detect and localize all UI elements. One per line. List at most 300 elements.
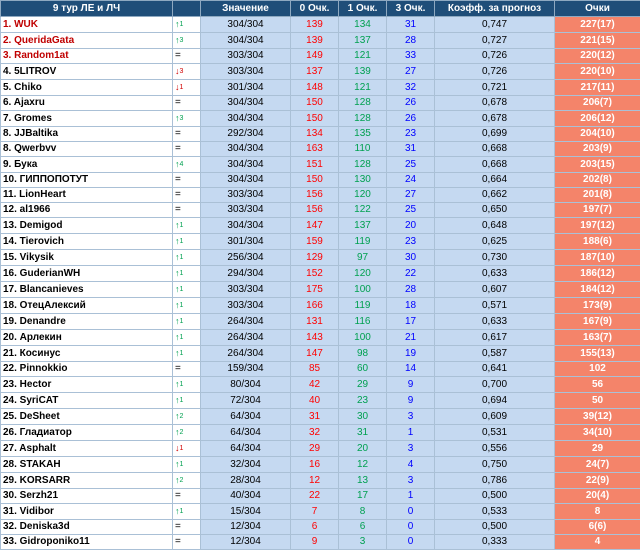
rank-change — [173, 489, 201, 504]
arrow-up-icon: ↑ — [175, 113, 180, 123]
total-points: 203(9) — [555, 142, 640, 157]
zero-points-count: 175 — [291, 282, 339, 298]
prediction-coefficient: 0,617 — [435, 330, 555, 346]
three-points-count: 19 — [387, 346, 435, 362]
total-points: 204(10) — [555, 127, 640, 142]
player-name: 28. STAKAH — [1, 457, 173, 473]
header-coefficient: Коэфф. за прогноз — [435, 1, 555, 17]
prediction-coefficient: 0,650 — [435, 203, 555, 218]
zero-points-count: 150 — [291, 96, 339, 111]
one-point-count: 6 — [339, 520, 387, 535]
rank-change — [173, 473, 201, 489]
zero-points-count: 42 — [291, 377, 339, 393]
prediction-value: 304/304 — [201, 173, 291, 188]
prediction-value: 303/304 — [201, 49, 291, 64]
arrow-up-icon: ↑ — [175, 220, 180, 230]
equals-icon: = — [175, 490, 181, 501]
prediction-value: 304/304 — [201, 111, 291, 127]
player-name: 24. SyriCAT — [1, 393, 173, 409]
prediction-coefficient: 0,571 — [435, 298, 555, 314]
one-point-count: 120 — [339, 188, 387, 203]
zero-points-count: 148 — [291, 80, 339, 96]
total-points: 203(15) — [555, 157, 640, 173]
header-points: Очки — [555, 1, 640, 17]
prediction-value: 301/304 — [201, 234, 291, 250]
prediction-value: 292/304 — [201, 127, 291, 142]
rank-change — [173, 250, 201, 266]
total-points: 155(13) — [555, 346, 640, 362]
rank-change — [173, 298, 201, 314]
three-points-count: 26 — [387, 96, 435, 111]
zero-points-count: 156 — [291, 203, 339, 218]
three-points-count: 3 — [387, 441, 435, 457]
zero-points-count: 149 — [291, 49, 339, 64]
header-one-point: 1 Очк. — [339, 1, 387, 17]
player-name: 6. Ajaxru — [1, 96, 173, 111]
three-points-count: 24 — [387, 173, 435, 188]
rank-change — [173, 346, 201, 362]
three-points-count: 27 — [387, 64, 435, 80]
prediction-coefficient: 0,500 — [435, 489, 555, 504]
rank-change-value: 1 — [180, 238, 184, 245]
total-points: 22(9) — [555, 473, 640, 489]
one-point-count: 134 — [339, 17, 387, 33]
one-point-count: 128 — [339, 157, 387, 173]
arrow-up-icon: ↑ — [175, 19, 180, 29]
rank-change — [173, 377, 201, 393]
arrow-up-icon: ↑ — [175, 475, 180, 485]
player-name: 4. 5LITROV — [1, 64, 173, 80]
prediction-coefficient: 0,726 — [435, 64, 555, 80]
one-point-count: 135 — [339, 127, 387, 142]
rank-change-value: 1 — [180, 270, 184, 277]
zero-points-count: 31 — [291, 409, 339, 425]
arrow-up-icon: ↑ — [175, 316, 180, 326]
rank-change — [173, 111, 201, 127]
zero-points-count: 151 — [291, 157, 339, 173]
header-value: Значение — [201, 1, 291, 17]
table-row — [1, 377, 640, 393]
equals-icon: = — [175, 204, 181, 215]
prediction-value: 264/304 — [201, 330, 291, 346]
prediction-value: 304/304 — [201, 33, 291, 49]
table-row — [1, 346, 640, 362]
three-points-count: 9 — [387, 377, 435, 393]
player-name: 33. Gidroponiko11 — [1, 535, 173, 550]
prediction-coefficient: 0,668 — [435, 142, 555, 157]
prediction-coefficient: 0,556 — [435, 441, 555, 457]
prediction-coefficient: 0,747 — [435, 17, 555, 33]
player-name: 12. al1966 — [1, 203, 173, 218]
prediction-value: 294/304 — [201, 266, 291, 282]
player-name: 7. Gromes — [1, 111, 173, 127]
total-points: 4 — [555, 535, 640, 550]
zero-points-count: 143 — [291, 330, 339, 346]
total-points: 24(7) — [555, 457, 640, 473]
zero-points-count: 22 — [291, 489, 339, 504]
three-points-count: 25 — [387, 203, 435, 218]
total-points: 206(7) — [555, 96, 640, 111]
zero-points-count: 152 — [291, 266, 339, 282]
table-row — [1, 188, 640, 203]
player-name: 11. LionHeart — [1, 188, 173, 203]
prediction-coefficient: 0,721 — [435, 80, 555, 96]
table-row — [1, 33, 640, 49]
prediction-coefficient: 0,694 — [435, 393, 555, 409]
zero-points-count: 134 — [291, 127, 339, 142]
zero-points-count: 159 — [291, 234, 339, 250]
rank-change — [173, 266, 201, 282]
total-points: 206(12) — [555, 111, 640, 127]
table-row — [1, 489, 640, 504]
player-name: 30. Serzh21 — [1, 489, 173, 504]
rank-change — [173, 157, 201, 173]
prediction-value: 64/304 — [201, 425, 291, 441]
rank-change — [173, 330, 201, 346]
total-points: 220(12) — [555, 49, 640, 64]
prediction-coefficient: 0,699 — [435, 127, 555, 142]
zero-points-count: 9 — [291, 535, 339, 550]
three-points-count: 3 — [387, 473, 435, 489]
one-point-count: 23 — [339, 393, 387, 409]
one-point-count: 17 — [339, 489, 387, 504]
total-points: 220(10) — [555, 64, 640, 80]
arrow-up-icon: ↑ — [175, 411, 180, 421]
rank-change-value: 1 — [180, 397, 184, 404]
arrow-up-icon: ↑ — [175, 35, 180, 45]
zero-points-count: 150 — [291, 111, 339, 127]
three-points-count: 25 — [387, 157, 435, 173]
total-points: 20(4) — [555, 489, 640, 504]
prediction-value: 159/304 — [201, 362, 291, 377]
player-name: 27. Asphalt — [1, 441, 173, 457]
rank-change — [173, 393, 201, 409]
one-point-count: 20 — [339, 441, 387, 457]
prediction-value: 12/304 — [201, 520, 291, 535]
player-name: 26. Гладиатор — [1, 425, 173, 441]
prediction-value: 304/304 — [201, 17, 291, 33]
prediction-value: 303/304 — [201, 203, 291, 218]
prediction-value: 256/304 — [201, 250, 291, 266]
table-row — [1, 362, 640, 377]
rank-change — [173, 282, 201, 298]
one-point-count: 119 — [339, 298, 387, 314]
three-points-count: 31 — [387, 142, 435, 157]
rank-change — [173, 362, 201, 377]
prediction-value: 72/304 — [201, 393, 291, 409]
prediction-value: 304/304 — [201, 142, 291, 157]
prediction-coefficient: 0,500 — [435, 520, 555, 535]
prediction-coefficient: 0,786 — [435, 473, 555, 489]
rank-change — [173, 188, 201, 203]
equals-icon: = — [175, 536, 181, 547]
rank-change — [173, 142, 201, 157]
three-points-count: 18 — [387, 298, 435, 314]
equals-icon: = — [175, 521, 181, 532]
prediction-value: 64/304 — [201, 409, 291, 425]
rank-change — [173, 535, 201, 550]
player-name: 16. GuderianWH — [1, 266, 173, 282]
table-row — [1, 64, 640, 80]
rank-change-value: 1 — [180, 350, 184, 357]
total-points: 102 — [555, 362, 640, 377]
total-points: 227(17) — [555, 17, 640, 33]
zero-points-count: 147 — [291, 218, 339, 234]
total-points: 167(9) — [555, 314, 640, 330]
zero-points-count: 150 — [291, 173, 339, 188]
total-points: 187(10) — [555, 250, 640, 266]
one-point-count: 29 — [339, 377, 387, 393]
prediction-coefficient: 0,750 — [435, 457, 555, 473]
player-name: 19. Denandre — [1, 314, 173, 330]
total-points: 39(12) — [555, 409, 640, 425]
player-name: 23. Hector — [1, 377, 173, 393]
player-name: 32. Deniska3d — [1, 520, 173, 535]
arrow-up-icon: ↑ — [175, 159, 180, 169]
player-name: 29. KORSARR — [1, 473, 173, 489]
rank-change-value: 1 — [180, 508, 184, 515]
rank-change-value: 1 — [180, 222, 184, 229]
header-three-points: 3 Очк. — [387, 1, 435, 17]
prediction-value: 40/304 — [201, 489, 291, 504]
prediction-coefficient: 0,609 — [435, 409, 555, 425]
prediction-coefficient: 0,633 — [435, 266, 555, 282]
total-points: 197(7) — [555, 203, 640, 218]
rank-change — [173, 127, 201, 142]
rank-change-value: 1 — [180, 461, 184, 468]
total-points: 29 — [555, 441, 640, 457]
rank-change-value: 2 — [180, 413, 184, 420]
zero-points-count: 166 — [291, 298, 339, 314]
one-point-count: 30 — [339, 409, 387, 425]
rank-change-value: 3 — [180, 37, 184, 44]
table-row — [1, 49, 640, 64]
zero-points-count: 40 — [291, 393, 339, 409]
prediction-coefficient: 0,641 — [435, 362, 555, 377]
rank-change — [173, 173, 201, 188]
rank-change — [173, 520, 201, 535]
prediction-coefficient: 0,668 — [435, 157, 555, 173]
one-point-count: 116 — [339, 314, 387, 330]
three-points-count: 28 — [387, 282, 435, 298]
arrow-down-icon: ↓ — [175, 66, 180, 76]
standings-body — [1, 17, 640, 550]
total-points: 202(8) — [555, 173, 640, 188]
rank-change — [173, 64, 201, 80]
three-points-count: 21 — [387, 330, 435, 346]
arrow-up-icon: ↑ — [175, 427, 180, 437]
rank-change-value: 1 — [180, 286, 184, 293]
one-point-count: 139 — [339, 64, 387, 80]
arrow-up-icon: ↑ — [175, 459, 180, 469]
prediction-coefficient: 0,678 — [435, 111, 555, 127]
player-name: 8. Qwerbvv — [1, 142, 173, 157]
one-point-count: 122 — [339, 203, 387, 218]
three-points-count: 20 — [387, 218, 435, 234]
prediction-value: 64/304 — [201, 441, 291, 457]
prediction-value: 264/304 — [201, 314, 291, 330]
prediction-value: 15/304 — [201, 504, 291, 520]
zero-points-count: 137 — [291, 64, 339, 80]
three-points-count: 14 — [387, 362, 435, 377]
table-row — [1, 80, 640, 96]
total-points: 8 — [555, 504, 640, 520]
arrow-up-icon: ↑ — [175, 300, 180, 310]
one-point-count: 98 — [339, 346, 387, 362]
prediction-coefficient: 0,726 — [435, 49, 555, 64]
table-row — [1, 111, 640, 127]
three-points-count: 22 — [387, 266, 435, 282]
table-row — [1, 234, 640, 250]
rank-change — [173, 96, 201, 111]
total-points: 217(11) — [555, 80, 640, 96]
prediction-coefficient: 0,648 — [435, 218, 555, 234]
table-row — [1, 142, 640, 157]
three-points-count: 9 — [387, 393, 435, 409]
zero-points-count: 16 — [291, 457, 339, 473]
table-row — [1, 218, 640, 234]
table-row — [1, 425, 640, 441]
player-name: 25. DeSheet — [1, 409, 173, 425]
rank-change — [173, 409, 201, 425]
one-point-count: 100 — [339, 282, 387, 298]
prediction-coefficient: 0,531 — [435, 425, 555, 441]
equals-icon: = — [175, 363, 181, 374]
three-points-count: 23 — [387, 234, 435, 250]
one-point-count: 137 — [339, 218, 387, 234]
prediction-value: 80/304 — [201, 377, 291, 393]
three-points-count: 27 — [387, 188, 435, 203]
rank-change — [173, 49, 201, 64]
prediction-coefficient: 0,700 — [435, 377, 555, 393]
equals-icon: = — [175, 143, 181, 154]
prediction-coefficient: 0,333 — [435, 535, 555, 550]
one-point-count: 119 — [339, 234, 387, 250]
rank-change — [173, 218, 201, 234]
arrow-down-icon: ↓ — [175, 82, 180, 92]
prediction-coefficient: 0,607 — [435, 282, 555, 298]
one-point-count: 12 — [339, 457, 387, 473]
table-row — [1, 409, 640, 425]
zero-points-count: 29 — [291, 441, 339, 457]
player-name: 21. Косинус — [1, 346, 173, 362]
prediction-value: 303/304 — [201, 188, 291, 203]
header-trend — [173, 1, 201, 17]
arrow-up-icon: ↑ — [175, 236, 180, 246]
table-row — [1, 127, 640, 142]
rank-change-value: 1 — [180, 302, 184, 309]
rank-change-value: 1 — [180, 21, 184, 28]
table-row — [1, 473, 640, 489]
table-row — [1, 314, 640, 330]
rank-change-value: 1 — [180, 445, 184, 452]
prediction-coefficient: 0,727 — [435, 33, 555, 49]
table-row — [1, 203, 640, 218]
prediction-coefficient: 0,730 — [435, 250, 555, 266]
player-name: 14. Tierovich — [1, 234, 173, 250]
player-name: 17. Blancanieves — [1, 282, 173, 298]
arrow-up-icon: ↑ — [175, 395, 180, 405]
rank-change — [173, 425, 201, 441]
table-row — [1, 298, 640, 314]
one-point-count: 97 — [339, 250, 387, 266]
one-point-count: 121 — [339, 49, 387, 64]
arrow-down-icon: ↓ — [175, 443, 180, 453]
one-point-count: 8 — [339, 504, 387, 520]
zero-points-count: 139 — [291, 33, 339, 49]
prediction-value: 304/304 — [201, 96, 291, 111]
prediction-value: 304/304 — [201, 157, 291, 173]
player-name: 31. Vidibor — [1, 504, 173, 520]
rank-change — [173, 17, 201, 33]
prediction-value: 28/304 — [201, 473, 291, 489]
zero-points-count: 131 — [291, 314, 339, 330]
total-points: 197(12) — [555, 218, 640, 234]
arrow-up-icon: ↑ — [175, 506, 180, 516]
player-name: 2. QueridaGata — [1, 33, 173, 49]
prediction-coefficient: 0,633 — [435, 314, 555, 330]
one-point-count: 128 — [339, 111, 387, 127]
total-points: 163(7) — [555, 330, 640, 346]
one-point-count: 110 — [339, 142, 387, 157]
three-points-count: 0 — [387, 504, 435, 520]
table-row — [1, 535, 640, 550]
three-points-count: 32 — [387, 80, 435, 96]
prediction-coefficient: 0,662 — [435, 188, 555, 203]
header-row — [1, 1, 640, 17]
player-name: 9. Бука — [1, 157, 173, 173]
table-row — [1, 457, 640, 473]
rank-change-value: 3 — [180, 68, 184, 75]
three-points-count: 1 — [387, 489, 435, 504]
header-zero-points: 0 Очк. — [291, 1, 339, 17]
rank-change — [173, 234, 201, 250]
prediction-value: 301/304 — [201, 80, 291, 96]
zero-points-count: 147 — [291, 346, 339, 362]
total-points: 188(6) — [555, 234, 640, 250]
zero-points-count: 12 — [291, 473, 339, 489]
equals-icon: = — [175, 174, 181, 185]
one-point-count: 130 — [339, 173, 387, 188]
three-points-count: 0 — [387, 520, 435, 535]
one-point-count: 137 — [339, 33, 387, 49]
three-points-count: 30 — [387, 250, 435, 266]
one-point-count: 128 — [339, 96, 387, 111]
one-point-count: 121 — [339, 80, 387, 96]
arrow-up-icon: ↑ — [175, 379, 180, 389]
one-point-count: 3 — [339, 535, 387, 550]
table-row — [1, 266, 640, 282]
zero-points-count: 129 — [291, 250, 339, 266]
prediction-coefficient: 0,625 — [435, 234, 555, 250]
table-row — [1, 157, 640, 173]
three-points-count: 0 — [387, 535, 435, 550]
table-row — [1, 96, 640, 111]
one-point-count: 31 — [339, 425, 387, 441]
zero-points-count: 6 — [291, 520, 339, 535]
player-name: 22. Pinnokkio — [1, 362, 173, 377]
prediction-coefficient: 0,533 — [435, 504, 555, 520]
rank-change — [173, 314, 201, 330]
prediction-value: 303/304 — [201, 282, 291, 298]
arrow-up-icon: ↑ — [175, 268, 180, 278]
prediction-value: 264/304 — [201, 346, 291, 362]
zero-points-count: 139 — [291, 17, 339, 33]
prediction-value: 304/304 — [201, 218, 291, 234]
equals-icon: = — [175, 189, 181, 200]
rank-change-value: 3 — [180, 115, 184, 122]
table-row — [1, 282, 640, 298]
